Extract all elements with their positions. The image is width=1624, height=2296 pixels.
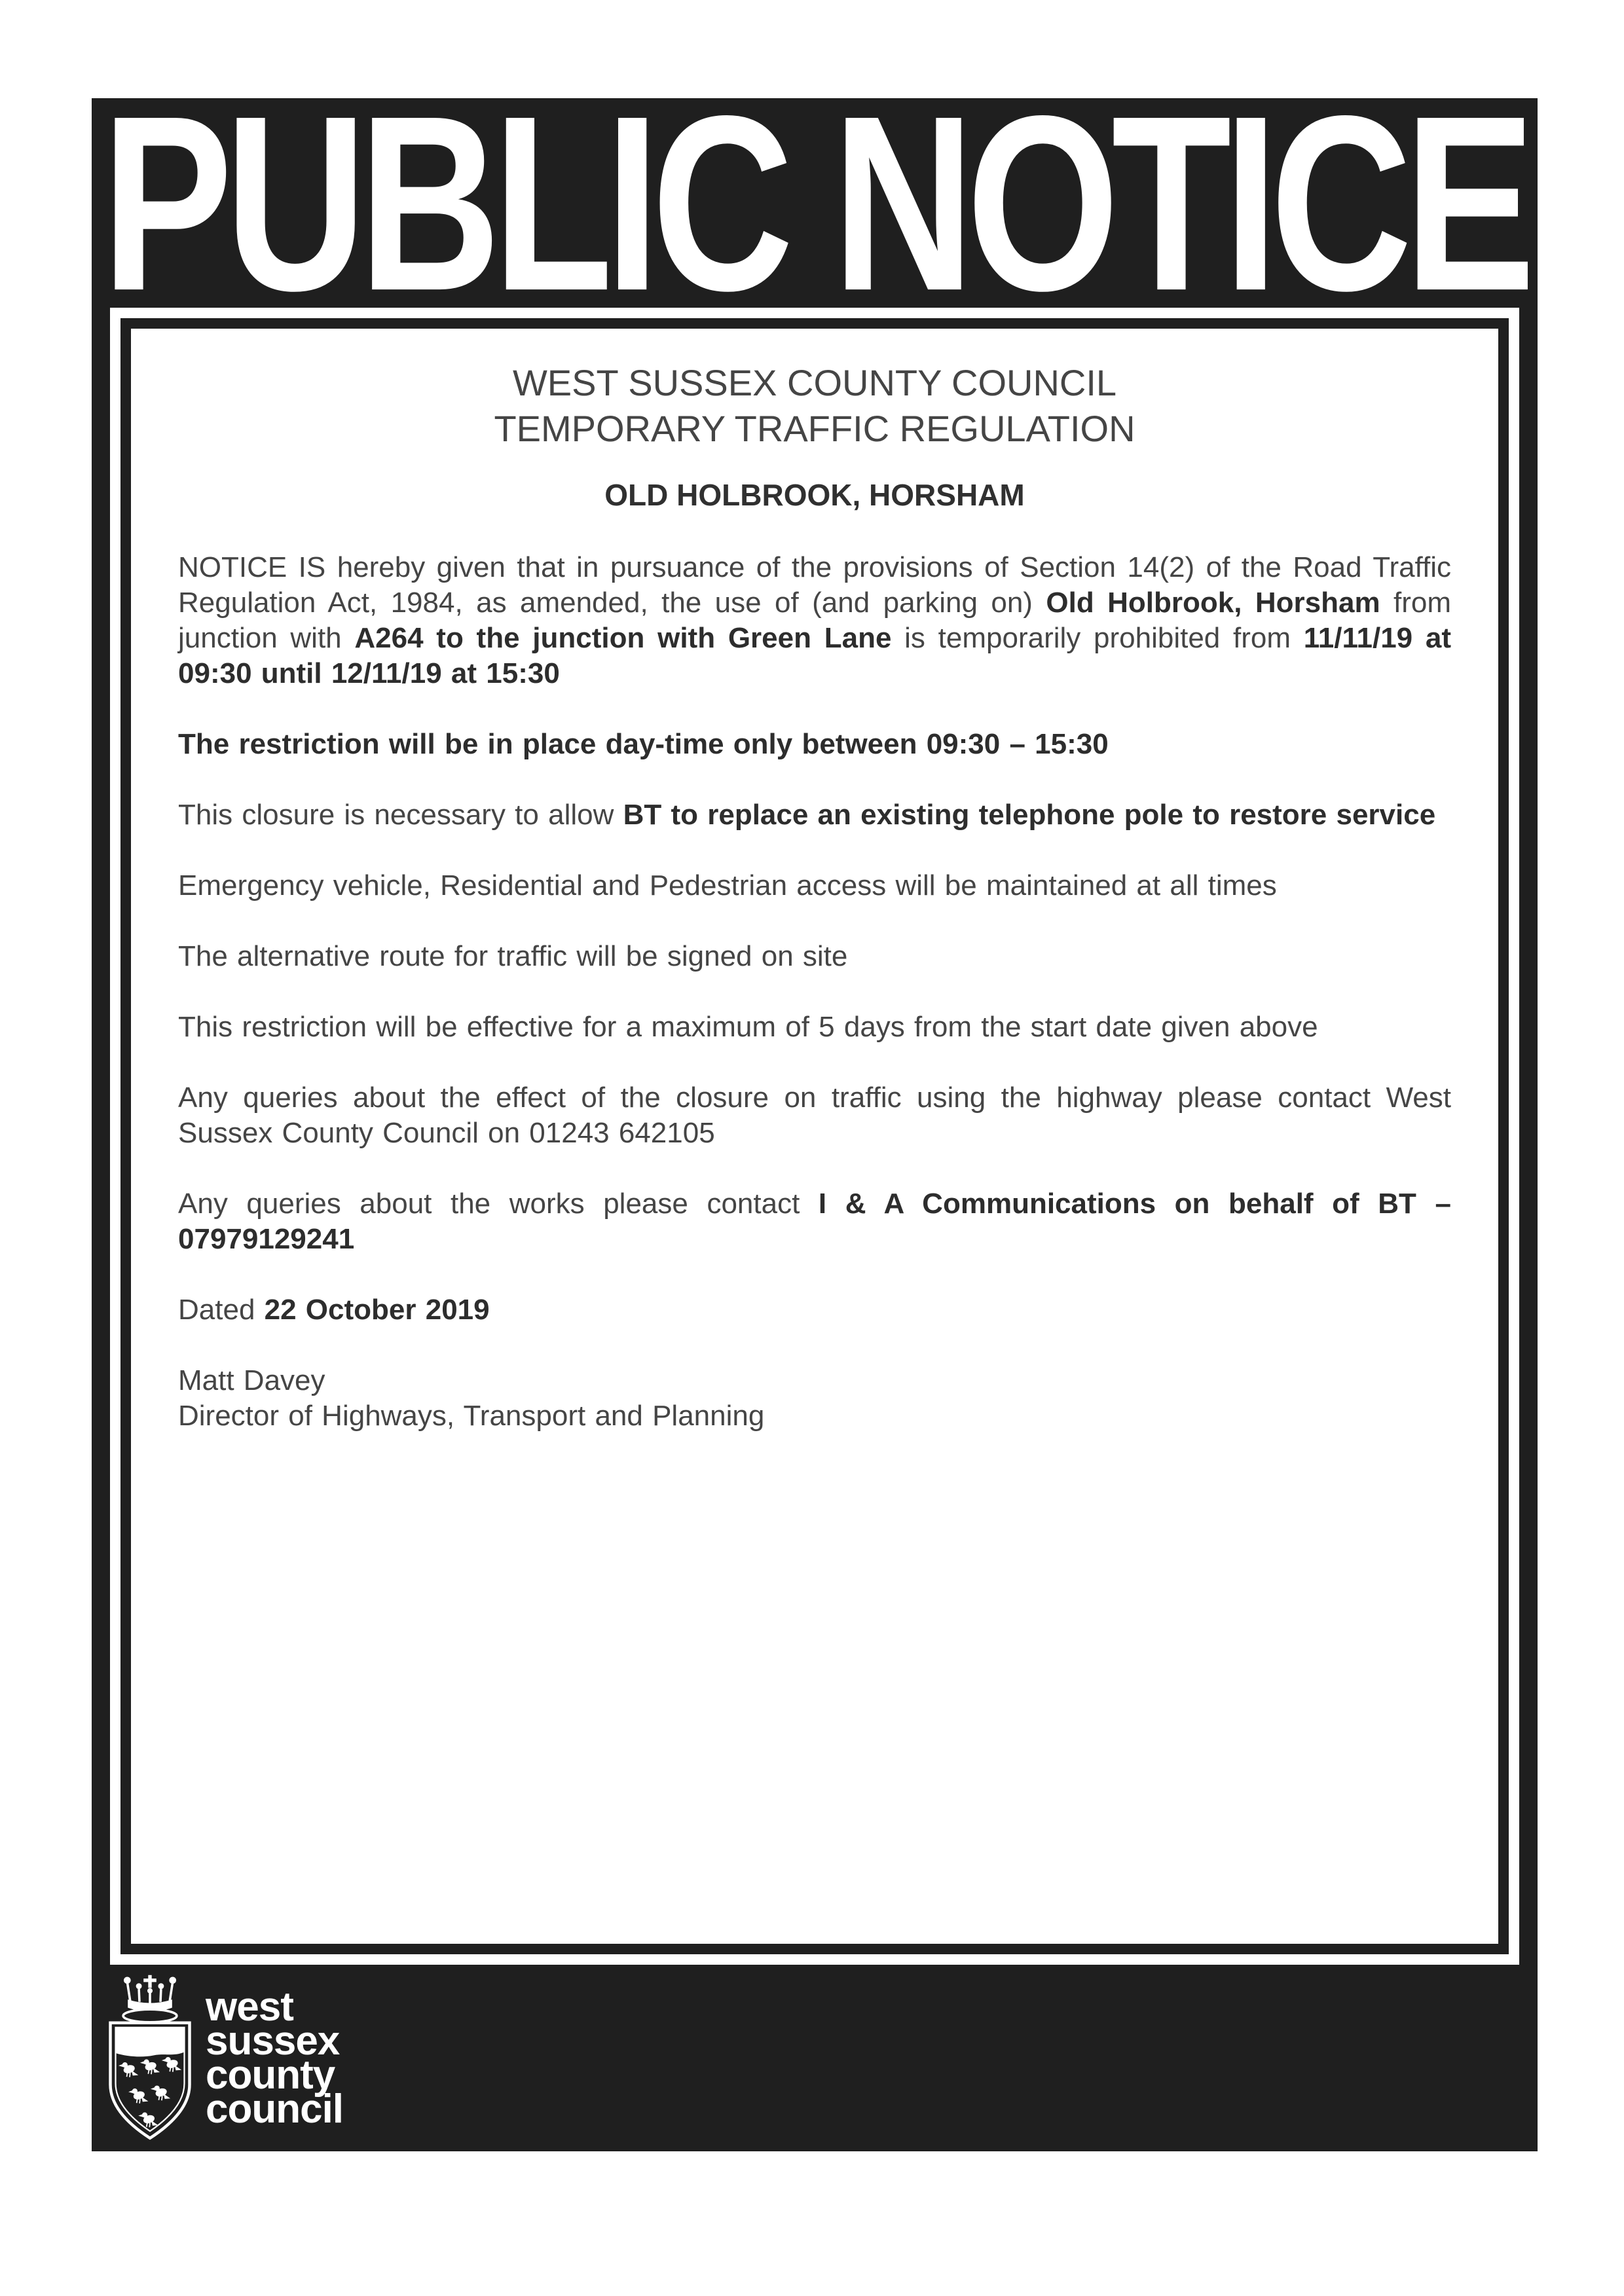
notice-paragraph: This closure is necessary to allow BT to replace an existing telephone pole to restore service <box>178 799 1436 831</box>
notice-paragraph: Director of Highways, Transport and Planning <box>178 1400 765 1432</box>
council-logo-text <box>206 1984 344 2132</box>
notice-paragraph: Dated 22 October 2019 <box>178 1294 490 1326</box>
notice-paragraphs <box>178 550 1451 1434</box>
notice-paragraph: Any queries about the effect of the closure on traffic using the highway please contact West Sussex County Council on 01243 642105 <box>178 1082 1451 1149</box>
notice-paragraph: Any queries about the works please contact I & A Communications on behalf of BT – 07979129241 <box>178 1188 1451 1255</box>
banner <box>92 98 1538 308</box>
notice-frame <box>110 308 1519 1965</box>
logo-line-sussex: sussex <box>206 2018 340 2064</box>
notice-body <box>120 318 1509 1954</box>
notice-paragraph: Emergency vehicle, Residential and Pedestrian access will be maintained at all times <box>178 869 1277 902</box>
banner-title: PUBLIC NOTICE <box>101 98 1528 308</box>
logo-line-council: council <box>206 2086 344 2132</box>
notice-paragraph: The restriction will be in place day-time only between 09:30 – 15:30 <box>178 728 1109 760</box>
notice-paragraph: This restriction will be effective for a maximum of 5 days from the start date given above <box>178 1011 1318 1043</box>
notice-paragraph: NOTICE IS hereby given that in pursuance of the provisions of Section 14(2) of the Road Traffic Regulation Act, 1984, as amended, the use of (and parking on) Old Holbrook, Horsham from junction with A264 to the junction with Green Lane is temporarily prohibited from 11/11/19 at 09:30 until 12/11/19 at 15:30 <box>178 551 1452 689</box>
logo-line-county: county <box>206 2052 335 2098</box>
logo-line-west: west <box>206 1984 293 2030</box>
west-sussex-crest-icon <box>101 1974 199 2143</box>
notice-subheading: OLD HOLBROOK, HORSHAM <box>604 478 1025 512</box>
notice-heading-line1: WEST SUSSEX COUNTY COUNCIL <box>512 362 1117 403</box>
footer-band <box>92 1965 1538 2151</box>
notice-paragraph: The alternative route for traffic will be signed on site <box>178 940 848 972</box>
public-notice-poster <box>92 98 1538 2151</box>
notice-paragraph: Matt Davey <box>178 1364 325 1396</box>
notice-heading-line2: TEMPORARY TRAFFIC REGULATION <box>494 408 1135 449</box>
